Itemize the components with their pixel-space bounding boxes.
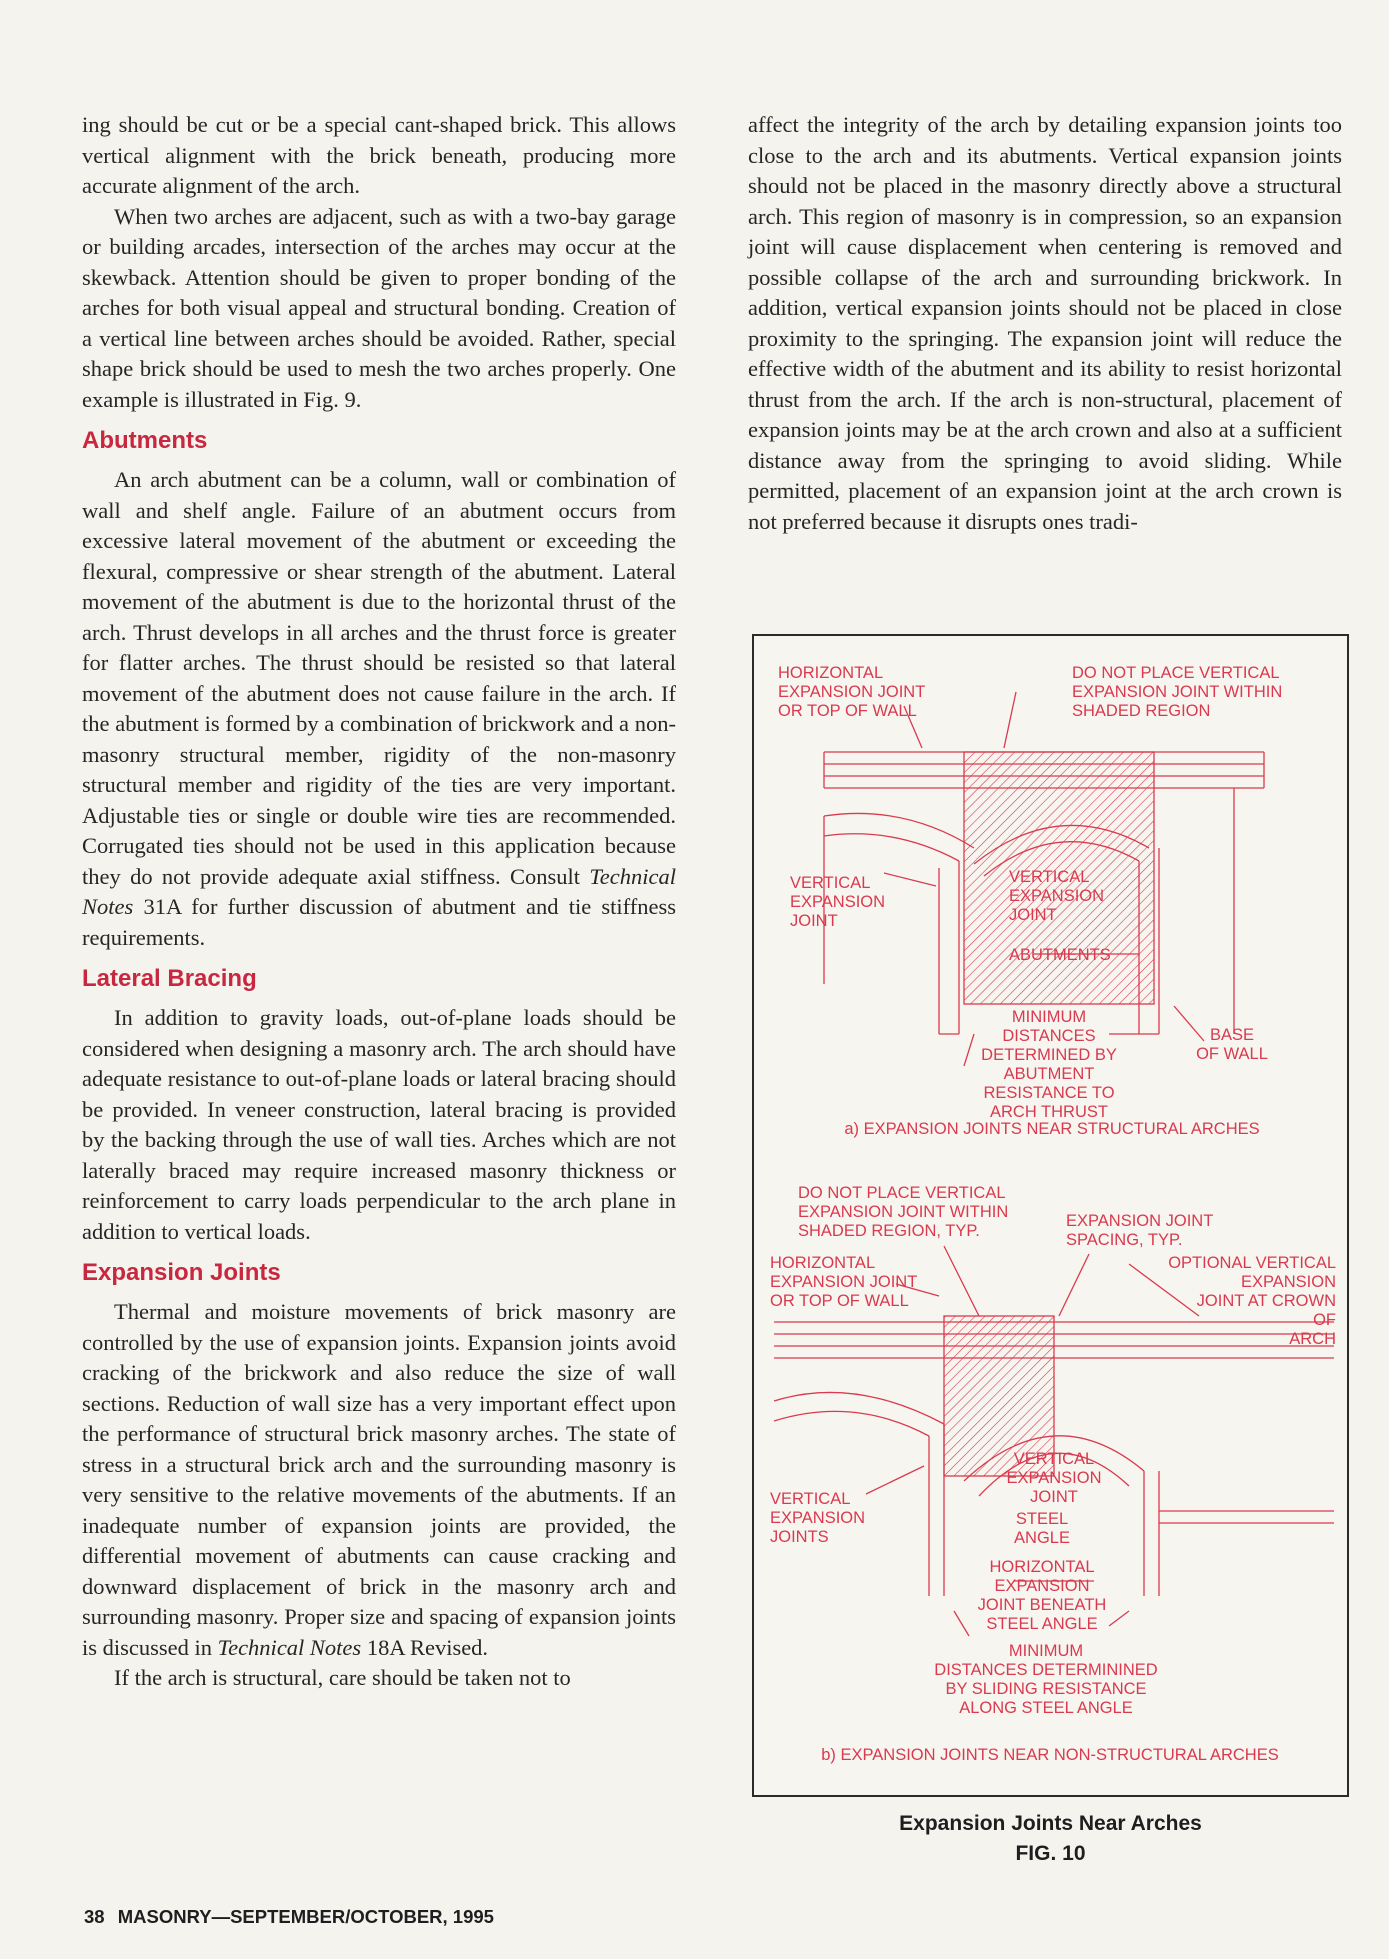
heading-lateral-bracing: Lateral Bracing [82, 965, 257, 992]
figure-10 [752, 634, 1349, 1797]
svg-text:EXPANSION JOINTSPACING, TYP.: EXPANSION JOINT SPACING, TYP. [1066, 1212, 1214, 1249]
paragraph: When two arches are adjacent, such as with a two-bay garage or building arcades, intersection of the arches may occur at the skewback. Attention should be given to proper bonding of the arches for both visual appeal and structural bonding. Creation of a vertical line between arches should be avoided. Rather, special shape brick should be used to mesh the two arches properly. One example is illustrated in Fig. 9. [82, 203, 676, 412]
expansion-joint-diagram [754, 636, 1351, 1799]
reference-link: Technical Notes [82, 863, 676, 919]
figure-number: FIG. 10 [1015, 1842, 1086, 1865]
svg-text:OPTIONAL VERTICALEXPANSIONJOIN: OPTIONAL VERTICAL EXPANSION JOINT AT CROWN OF ARCH [1168, 1254, 1336, 1348]
svg-text:DO NOT PLACE VERTICALEXPANSION: DO NOT PLACE VERTICAL EXPANSION JOINT WITHIN SHADED REGION, TYP. [798, 1184, 1009, 1240]
page-footer [84, 1906, 494, 1928]
svg-text:VERTICALEXPANSIONJOINT: VERTICAL EXPANSION JOINT [1009, 868, 1105, 924]
paragraph: Thermal and moisture movements of brick masonry are controlled by the use of expansion joints. Expansion joints avoid cracking of the brickwork and also reduce the size of wall sections. Reduction of wall size has a very important effect upon the performance of structural brick masonry arches. The state of stress in a structural brick arch and the surrounding masonry is very sensitive to the relative movements of the abutments. If an inadequate number of expansion joints are provided, the differential movement of abutments can cause cracking and downward displacement of brick in the masonry arch and surrounding masonry. Proper size and spacing of expansion joints is discussed in Technical Notes 18A Revised. [82, 1299, 676, 1660]
right-column [748, 110, 1342, 537]
svg-text:a) EXPANSION JOINTS NEAR STRUC: a) EXPANSION JOINTS NEAR STRUCTURAL ARCHES [844, 1120, 1260, 1138]
paragraph: If the arch is structural, care should be taken not to [114, 1665, 571, 1690]
svg-text:MINIMUMDISTANCES DETERMININEDB: MINIMUM DISTANCES DETERMININED BY SLIDING RESISTANCE ALONG STEEL ANGLE [934, 1642, 1158, 1717]
diagram-b-labels [770, 1184, 1336, 1764]
svg-text:VERTICALEXPANSIONJOINT: VERTICAL EXPANSION JOINT [790, 874, 886, 930]
svg-text:HORIZONTALEXPANSION JOINTOR TO: HORIZONTAL EXPANSION JOINT OR TOP OF WALL [770, 1254, 918, 1310]
svg-text:HORIZONTALEXPANSION JOINTOR TO: HORIZONTAL EXPANSION JOINT OR TOP OF WALL [778, 664, 926, 720]
figure-title: Expansion Joints Near Arches [899, 1812, 1202, 1835]
paragraph: affect the integrity of the arch by detailing expansion joints too close to the arch and its abutments. Vertical expansion joints should not be placed in the masonry directly above a structural arch. This region of masonry is in compression, so an expansion joint will cause displacement when centering is removed and possible collapse of the arch and surrounding brickwork. In addition, vertical expansion joints should not be placed in close proximity to the springing. The expansion joint will reduce the effective width of the abutment and its ability to resist horizontal thrust from the arch. If the arch is non-structural, placement of expansion joints may be at the arch crown and also at a sufficient distance away from the springing to avoid sliding. While permitted, placement of an expansion joint at the arch crown is not preferred because it disrupts ones tradi- [748, 112, 1342, 534]
heading-abutments: Abutments [82, 427, 208, 454]
publication-info: MASONRY—SEPTEMBER/OCTOBER, 1995 [117, 1906, 494, 1927]
svg-text:ABUTMENTS: ABUTMENTS [1009, 946, 1111, 964]
paragraph: ing should be cut or be a special cant-shaped brick. This allows vertical alignment with the brick beneath, producing more accurate alignment of the arch. [82, 112, 676, 198]
page-number: 38 [84, 1906, 105, 1927]
heading-expansion-joints: Expansion Joints [82, 1259, 281, 1286]
svg-text:VERTICALEXPANSIONJOINTS: VERTICAL EXPANSION JOINTS [770, 1490, 866, 1546]
reference-link: Technical Notes [217, 1634, 362, 1660]
svg-text:HORIZONTALEXPANSIONJOINT BENEA: HORIZONTAL EXPANSION JOINT BENEATH STEEL ANGLE [977, 1558, 1107, 1633]
left-column [82, 110, 676, 1694]
svg-text:MINIMUMDISTANCESDETERMINED BYA: MINIMUM DISTANCES DETERMINED BY ABUTMENT RESISTANCE TO ARCH THRUST [981, 1008, 1117, 1121]
svg-text:STEELANGLE: STEEL ANGLE [1014, 1510, 1070, 1547]
svg-text:DO NOT PLACE VERTICALEXPANSION: DO NOT PLACE VERTICAL EXPANSION JOINT WITHIN SHADED REGION [1072, 664, 1283, 720]
diagram-a-labels [778, 664, 1282, 1138]
svg-text:VERTICALEXPANSIONJOINT: VERTICAL EXPANSION JOINT [1006, 1450, 1102, 1506]
paragraph: An arch abutment can be a column, wall or combination of wall and shelf angle. Failure of an abutment occurs from excessive lateral movement of the abutment or exceeding the flexural, compressive or shear strength of the abutment. Lateral movement of the abutment is due to the horizontal thrust of the arch. Thrust develops in all arches and the thrust force is greater for flatter arches. The thrust should be resisted so that lateral movement of the abutment does not cause failure in the arch. If the abutment is formed by a combination of brickwork and a non-masonry structural member, rigidity of the non-masonry structural member and rigidity of the ties are very important. Adjustable ties or single or double wire ties are recommended. Corrugated ties should not be used in this application because they do not provide adequate axial stiffness. Consult Technical Notes 31A for further discussion of abutment and tie stiffness requirements. [82, 467, 676, 950]
svg-text:b) EXPANSION JOINTS NEAR NON-S: b) EXPANSION JOINTS NEAR NON-STRUCTURAL ARCHES [821, 1746, 1279, 1764]
svg-text:BASEOF WALL: BASE OF WALL [1196, 1026, 1268, 1063]
paragraph: In addition to gravity loads, out-of-plane loads should be considered when designing a masonry arch. The arch should have adequate resistance to out-of-plane loads or lateral bracing should be provided. In veneer construction, lateral bracing is provided by the backing through the use of wall ties. Arches which are not laterally braced may require increased masonry thickness or reinforcement to carry loads perpendicular to the arch plane in addition to vertical loads. [82, 1005, 676, 1244]
